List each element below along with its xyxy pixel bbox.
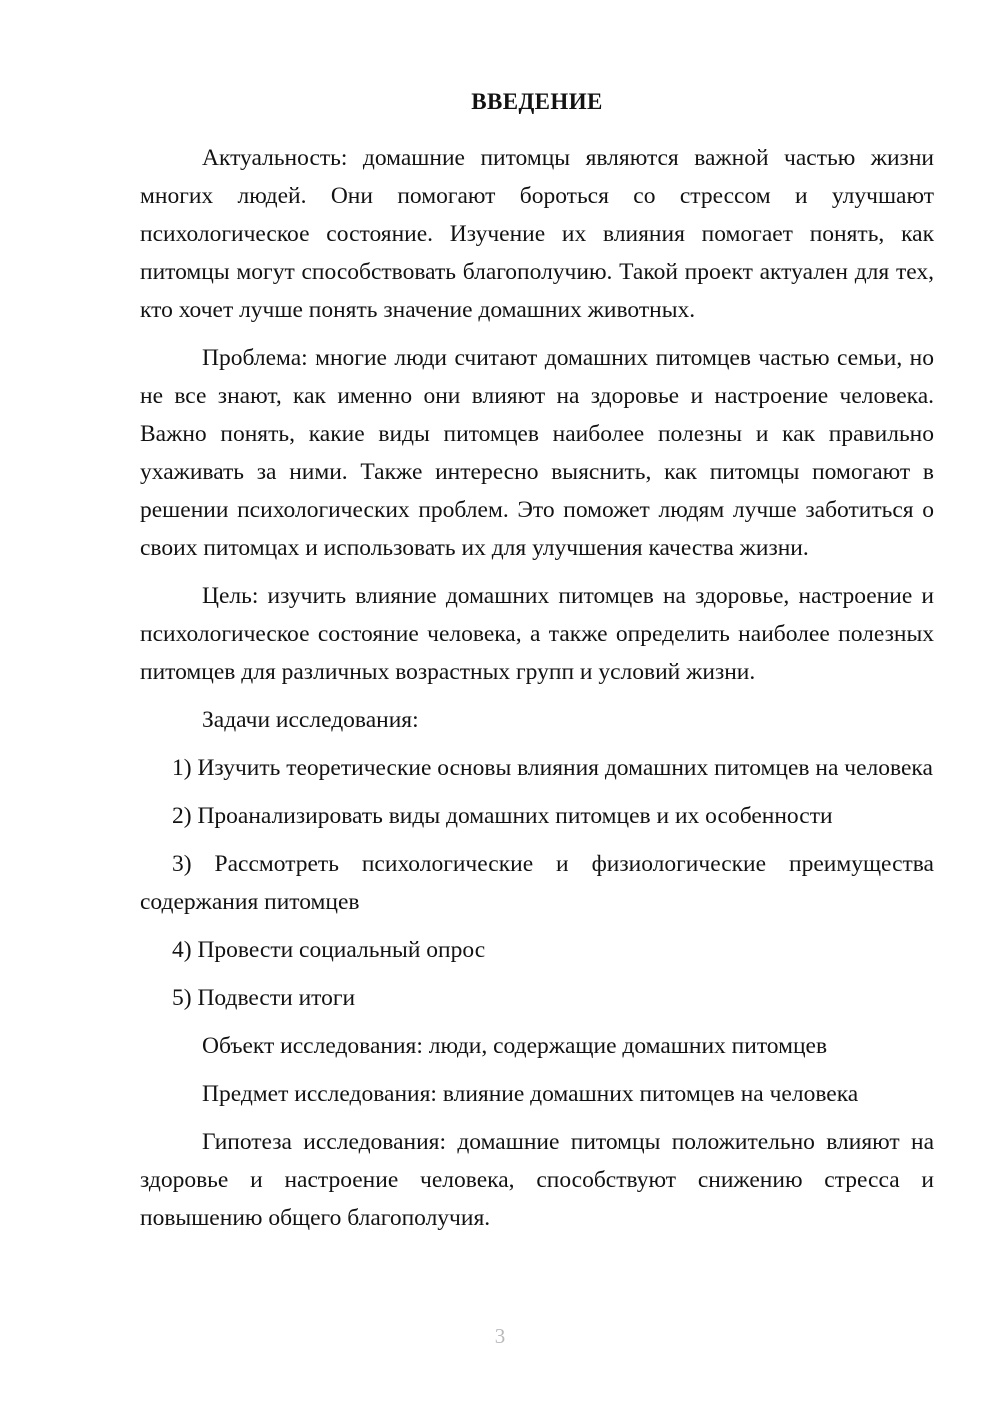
page-title: ВВЕДЕНИЕ bbox=[471, 89, 603, 114]
list-item: 5) Подвести итоги bbox=[172, 984, 356, 1011]
paragraph-subject: Предмет исследования: влияние домашних питомцев на человека bbox=[202, 1080, 859, 1107]
page-number: 3 bbox=[494, 1324, 506, 1348]
paragraph-relevance: Актуальность: домашние питомцы являются важной частью жизни многих людей. Они помогают бороться со стрессом и улучшают психологическое состояние. Изучение их влияния помогает понять, как питомцы могут способствовать благополучию. Такой проект актуален для тех, кто хочет лучше понять значение домашних животных. bbox=[140, 144, 934, 323]
paragraph-goal: Цель: изучить влияние домашних питомцев на здоровье, настроение и психологическое состояние человека, а также определить наиболее полезных питомцев для различных возрастных групп и условий жизни. bbox=[140, 582, 934, 685]
paragraph-problem: Проблема: многие люди считают домашних питомцев частью семьи, но не все знают, как именно они влияют на здоровье и настроение человека. Важно понять, какие виды питомцев наиболее полезны и как правильно ухаживать за ними. Также интересно выяснить, как питомцы помогают в решении психологических проблем. Это поможет людям лучше заботиться о своих питомцах и использовать их для улучшения качества жизни. bbox=[140, 344, 934, 561]
paragraph-hypothesis: Гипотеза исследования: домашние питомцы положительно влияют на здоровье и настроение человека, способствуют снижению стресса и повышению общего благополучия. bbox=[140, 1128, 934, 1231]
tasks-heading: Задачи исследования: bbox=[202, 706, 419, 733]
list-item: 1) Изучить теоретические основы влияния домашних питомцев на человека bbox=[172, 754, 933, 781]
page-content bbox=[140, 88, 934, 1247]
list-item: 2) Проанализировать виды домашних питомцев и их особенности bbox=[172, 802, 833, 829]
list-item: 3) Рассмотреть психологические и физиологические преимущества содержания питомцев bbox=[140, 850, 934, 915]
list-item: 4) Провести социальный опрос bbox=[172, 936, 486, 963]
paragraph-object: Объект исследования: люди, содержащие домашних питомцев bbox=[202, 1032, 828, 1059]
